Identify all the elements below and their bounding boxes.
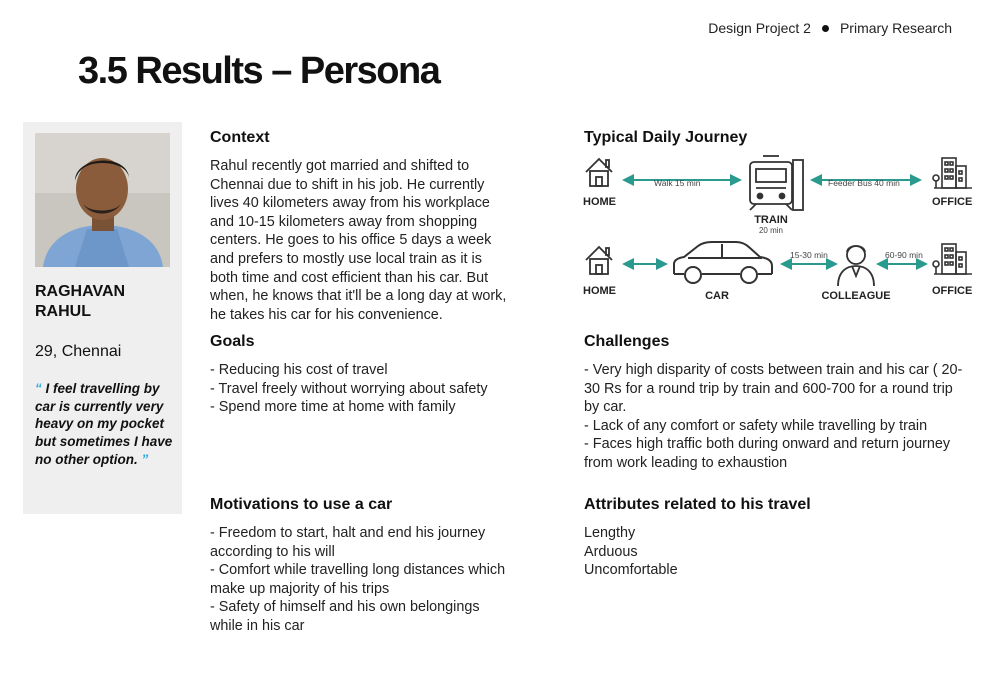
- section-label: Primary Research: [839, 20, 952, 36]
- route2-leg1-label: 15-30 min: [790, 250, 828, 260]
- challenges-list: [584, 361, 964, 473]
- list-item: - Safety of himself and his own belongings while in his car: [210, 599, 480, 634]
- route1-mid-label: TRAIN: [754, 214, 788, 226]
- route2-start-label: HOME: [583, 285, 616, 297]
- route2-end-label: OFFICE: [932, 285, 973, 297]
- close-quote-icon: ”: [137, 451, 149, 467]
- route1-mid-time: 20 min: [758, 226, 784, 235]
- motivations-heading: Motivations to use a car: [210, 496, 393, 513]
- challenges-heading: Challenges: [584, 333, 670, 350]
- route1-home-icon: [586, 159, 612, 186]
- challenges-section: [584, 333, 964, 473]
- route1-leg2-label: Feeder Bus 40 min: [828, 178, 900, 188]
- context-section: [210, 129, 510, 324]
- separator-dot-icon: [822, 25, 829, 32]
- persona-portrait-icon: [35, 133, 170, 267]
- persona-quote-text: I feel travelling by car is currently very heavy on my pocket but sometimes I have no other option.: [35, 381, 173, 467]
- list-item: Lengthy: [584, 525, 636, 541]
- list-item: - Very high disparity of costs between train and his car ( 20-30 Rs for a round trip by train and 600-700 for a round trip by car.: [584, 362, 963, 416]
- attributes-heading: Attributes related to his travel: [584, 496, 811, 513]
- persona-photo: [35, 133, 170, 267]
- header-breadcrumb: [708, 20, 952, 36]
- list-item: - Travel freely without worrying about safety: [210, 380, 488, 397]
- list-item: - Lack of any comfort or safety while travelling by train: [584, 417, 928, 434]
- list-item: - Comfort while travelling long distances which make up majority of his trips: [210, 562, 506, 597]
- motivations-list: [210, 524, 510, 636]
- route2-leg2-label: 60-90 min: [885, 250, 923, 260]
- train-icon: [750, 156, 803, 210]
- page-title: 3.5 Results – Persona: [78, 50, 440, 92]
- journey-heading: Typical Daily Journey: [584, 129, 748, 146]
- attributes-section: [584, 496, 964, 580]
- persona-first-name: RAGHAVAN: [35, 283, 126, 300]
- project-label: Design Project 2: [708, 20, 811, 36]
- open-quote-icon: “: [35, 381, 46, 396]
- motivations-section: [210, 496, 510, 636]
- list-item: - Freedom to start, halt and end his journey according to his will: [210, 525, 486, 560]
- goals-list: [210, 361, 520, 417]
- route1-leg1-label: Walk 15 min: [654, 178, 701, 188]
- persona-age-location: 29, Chennai: [35, 343, 122, 360]
- route2-home-icon: [586, 247, 612, 274]
- context-text: Rahul recently got married and shifted to Chennai due to shift in his job. He currently lives 40 kilometers away from his workplace and 10-15 kilometers away from shopping centers. He goes to his office 5 days a week and prefers to mostly use local train as it is both time and cost efficient than his car. But when, he knows that it'll be a long day at work, he takes his car for his convenience.: [210, 158, 507, 323]
- list-item: Uncomfortable: [584, 562, 678, 579]
- colleague-icon: [838, 246, 874, 286]
- route1-end-label: OFFICE: [932, 196, 973, 208]
- goals-section: [210, 333, 520, 417]
- persona-quote: [35, 380, 180, 469]
- persona-profile-card: [23, 122, 182, 514]
- list-item: - Spend more time at home with family: [210, 399, 456, 416]
- route1-office-icon: [933, 158, 972, 188]
- route2-office-icon: [933, 244, 972, 274]
- persona-name: [35, 282, 175, 322]
- context-heading: Context: [210, 129, 270, 146]
- persona-last-name: RAHUL: [35, 303, 91, 320]
- goals-heading: Goals: [210, 333, 255, 350]
- journey-diagram: [580, 152, 980, 312]
- route2-mid2-label: COLLEAGUE: [821, 290, 891, 302]
- list-item: - Reducing his cost of travel: [210, 362, 388, 378]
- route1-start-label: HOME: [583, 196, 616, 208]
- list-item: - Faces high traffic both during onward and return journey from work leading to exhaustion: [584, 436, 951, 471]
- route2-mid-label: CAR: [705, 290, 729, 302]
- list-item: Arduous: [584, 543, 638, 560]
- attributes-list: [584, 524, 964, 580]
- car-icon: [674, 242, 772, 283]
